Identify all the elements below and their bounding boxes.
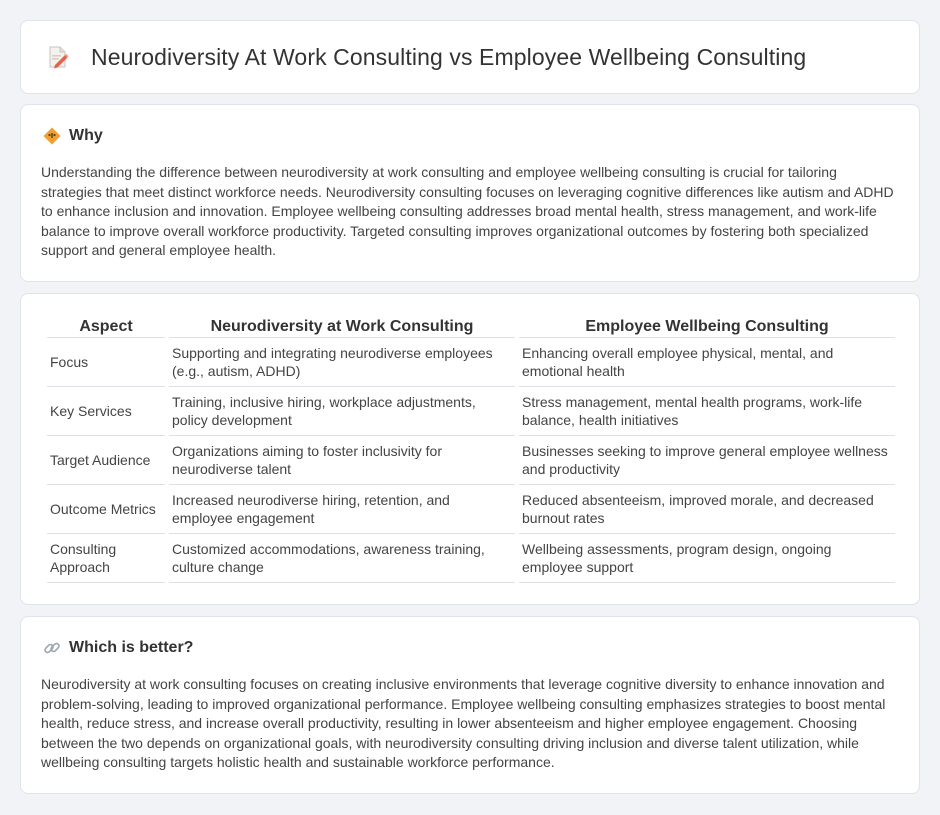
title-card [20,20,920,94]
row-wellbeing: Stress management, mental health programs, work-life balance, health initiatives [519,387,895,436]
diamond-warning-icon [43,127,61,145]
table-row [47,338,895,387]
row-aspect: Key Services [47,387,165,436]
header-aspect: Aspect [47,316,165,338]
table-header-row [47,316,895,338]
why-body: Understanding the difference between neurodiversity at work consulting and employee wellbeing consulting is crucial for tailoring strategies that meet distinct workforce needs. Neurodiversity consulting focuses on leveraging cognitive differences like autism and ADHD to enhance inclusion and innovation. Employee wellbeing consulting addresses broad mental health, stress management, and work-life balance to improve overall workforce productivity. Targeted consulting improves organizational outcomes by fostering both specialized support and general employee health. [41,164,894,259]
table-row [47,387,895,436]
table-row [47,485,895,534]
row-wellbeing: Enhancing overall employee physical, mental, and emotional health [519,338,895,387]
why-section [20,104,920,282]
row-wellbeing: Wellbeing assessments, program design, ongoing employee support [519,534,895,583]
which-better-body: Neurodiversity at work consulting focuses on creating inclusive environments that leverage cognitive diversity to enhance innovation and problem-solving, leading to improved organizational performance. Employee wellbeing consulting emphasizes strategies to boost mental health, reduce stress, and increase overall productivity, resulting in lower absenteeism and higher employee engagement. Choosing between the two depends on organizational goals, with neurodiversity consulting driving inclusion and diverse talent utilization, while wellbeing consulting targets holistic health and sustainable workforce performance. [41,676,886,771]
row-aspect: Target Audience [47,436,165,485]
document-edit-icon [47,45,69,69]
row-neurodiversity: Supporting and integrating neurodiverse employees (e.g., autism, ADHD) [169,338,515,387]
row-neurodiversity: Training, inclusive hiring, workplace adjustments, policy development [169,387,515,436]
table-row [47,534,895,583]
row-aspect: Consulting Approach [47,534,165,583]
row-neurodiversity: Organizations aiming to foster inclusivity for neurodiverse talent [169,436,515,485]
comparison-card [20,293,920,605]
row-wellbeing: Businesses seeking to improve general employee wellness and productivity [519,436,895,485]
row-neurodiversity: Increased neurodiverse hiring, retention, and employee engagement [169,485,515,534]
header-neurodiversity: Neurodiversity at Work Consulting [169,316,515,338]
row-neurodiversity: Customized accommodations, awareness training, culture change [169,534,515,583]
table-row [47,436,895,485]
why-heading: Why [69,127,103,144]
which-better-section [20,616,920,794]
row-aspect: Focus [47,338,165,387]
row-wellbeing: Reduced absenteeism, improved morale, and decreased burnout rates [519,485,895,534]
which-better-heading: Which is better? [69,639,194,656]
header-wellbeing: Employee Wellbeing Consulting [519,316,895,338]
link-icon [43,639,61,657]
row-aspect: Outcome Metrics [47,485,165,534]
comparison-table [43,316,899,583]
page-title: Neurodiversity At Work Consulting vs Employee Wellbeing Consulting [91,43,807,70]
